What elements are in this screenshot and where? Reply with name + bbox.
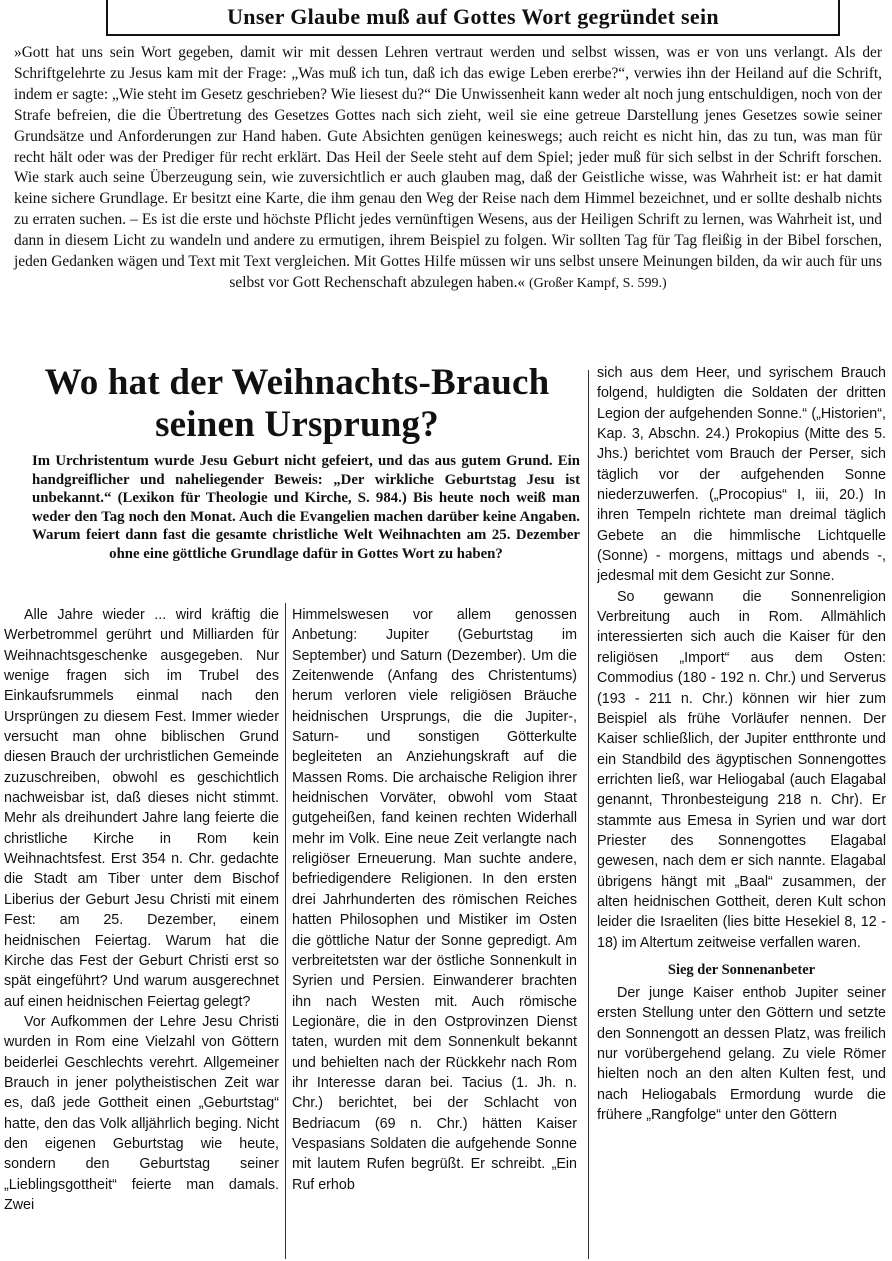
quote-block bbox=[14, 43, 882, 295]
article-column-2 bbox=[292, 605, 577, 1259]
column-divider bbox=[588, 370, 589, 1259]
quote-text: »Gott hat uns sein Wort gegeben, damit wir mit dessen Lehren vertraut werden und selbst wissen, was er von uns verlangt. Als der Schriftgelehrte zu Jesus kam mit der Frage: „Was muß ich tun, daß ich das ewige Leben ererbe?“, verwies ihn der Heiland auf die Schrift, indem er sagte: „Wie steht im Gesetz geschrieben? Wie liesest du?“ Die Unwissenheit kann weder alt noch jung entschuldigen, noch von der Strafe befreien, die die Übertretung des Gesetzes Gottes nach sich zieht, weil sie eine getreue Darstellung jenes Gesetzes sowie seiner Grundsätze und Anforderungen zur Hand haben. Gute Absichten genügen keineswegs; auch reicht es nicht hin, das zu tun, was man für recht hält oder was der Prediger für recht erklärt. Das Heil der Seele steht auf dem Spiel; jeder muß für sich selbst in der Schrift forschen. Wie stark auch seine Überzeugung sein, wie zuversichtlich er auch glauben mag, daß der Geistliche wisse, was Wahrheit ist: er hat damit keine sichere Grundlage. Er besitzt eine Karte, die ihm genau den Weg der Reise nach dem Himmel bezeichnet, und er sollte deshalb nichts zu erraten suchen. – Es ist die erste und höchste Pflicht jedes vernünftigen Wesens, aus der Heiligen Schrift zu lernen, was Wahrheit ist, und dann in diesem Licht zu wandeln und andere zu ermutigen, ihrem Beispiel zu folgen. Wir sollten Tag für Tag fleißig in der Bibel forschen, jeden Gedanken wägen und Text mit Text vergleichen. Mit Gottes Hilfe müssen wir uns selbst unsere Meinungen bilden, da wir auch für uns selbst vor Gott Rechenschaft abzulegen haben.« bbox=[14, 44, 882, 291]
paragraph: sich aus dem Heer, und syrischem Brauch folgend, huldigten die Soldaten der dritten Legion der aufgehenden Sonne.“ („Historien“, Kap. 3, Abschn. 24.) Prokopius (Mitte des 5. Jhs.) berichtet vom Brauch der Perser, sich täglich vor der aufgehenden Sonne niederzuwerfen. („Procopius“ I, iii, 20.) In ihren Tempeln richtete man dreimal täglich Gebete an die himmlische Lichtquelle (Sonne) - morgens, mittags und abends -, jedesmal mit dem Gesicht zur Sonne. bbox=[597, 365, 886, 585]
header-box bbox=[106, 0, 840, 36]
paragraph: Alle Jahre wieder ... wird kräftig die Werbetrommel gerührt und Milliarden für Weihnachtsgeschenke ausgegeben. Nur wenige fragen sich im Trubel des Einkaufsrummels einmal nach den Ursprüngen zu diesem Fest. Immer wieder versucht man ohne biblischen Grund diesen Brauch der urchristlichen Gemeinde zuzuschreiben, obwohl es geschichtlich nachweisbar ist, daß dieses nicht stimmt. Mehr als dreihundert Jahre lang feierte die christliche Kirche in Rom kein Weihnachtsfest. Erst 354 n. Chr. gedachte die Stadt am Tiber unter dem Bischof Liberius der Geburt Jesu Christi mit einem Fest: am 25. Dezember, einem heidnischen Feiertag. Warum hat die Kirche das Fest der Geburt Christi erst so spät eingeführt? Und warum ausgerechnet auf einen heidnischen Feiertag gelegt? bbox=[4, 607, 279, 1010]
column-divider bbox=[285, 603, 286, 1259]
quote-citation: (Großer Kampf, S. 599.) bbox=[528, 275, 667, 291]
article-column-1 bbox=[4, 605, 279, 1259]
paragraph: Vor Aufkommen der Lehre Jesu Christi wurden in Rom eine Vielzahl von Göttern beiderlei Geschlechts verehrt. Allgemeiner Brauch in jener polytheistischen Zeit war es, daß jede Gottheit einen „Geburtstag“ hatte, den das Volk alljährlich beging. Nicht den eigenen Geburtstag wie heute, sondern den Geburtstag seiner „Lieblingsgottheit“ feierte man damals. Zwei bbox=[4, 1013, 279, 1213]
paragraph: So gewann die Sonnenreligion Verbreitung auch in Rom. Allmählich interessierten sich auch die Kaiser für den religiösen „Import“ aus dem Osten: Commodius (180 - 192 n. Chr.) und Serverus (193 - 211 n. Chr.) können wir hier zum Beispiel als frühe Vorläufer nennen. Der Kaiser schließlich, der Jupiter entthronte und ein Standbild des ägyptischen Sonnengottes errichten ließ, war Heliogabal (auch Elagabal genannt, Thronbesteigung 218 n. Chr). Er stammte aus Emesa in Syrien und war dort Priester des Sonnengottes Elagabal gewesen, nach dem er sich nannte. Elagabal übrigens hängt mit „Baal“ zusammen, der alten heidnischen Gottheit, deren Kult schon leider die Israeliten (lies bitte Hesekiel 8, 12 - 18) im Altertum zeitweise verfallen waren. bbox=[597, 588, 886, 951]
header-title: Unser Glaube muß auf Gottes Wort gegründet sein bbox=[227, 4, 719, 29]
article-title: Wo hat der Weihnachts-Brauch seinen Ursprung? bbox=[44, 362, 550, 445]
paragraph: Himmelswesen vor allem genossen Anbetung: Jupiter (Geburtstag im September) und Saturn (Dezember). Um die Zeitenwende (Anfang des Christentums) herum verloren viele religiösen Bräuche heidnischen Ursprungs, die die Jupiter-, Saturn- und sonstigen Götterkulte begleiteten an Anziehungskraft auf die Massen Roms. Die archaische Religion ihrer heidnischen Vorväter, obwohl vom Staat gutgeheißen, fand keinen rechten Widerhall mehr im Volk. Eine neue Zeit verlangte nach religiöser Erneuerung. Man suchte andere, befriedigendere Religionen. In den ersten drei Jahrhunderten des römischen Reiches hatten Philosophen und Mistiker im Osten die göttliche Natur der Sonne gepredigt. Am verbreitetsten war der östliche Sonnenkult in Syrien und Persien. Einwanderer brachten ihn nach Westen mit. Auch römische Legionäre, die in den Ostprovinzen Dienst taten, wurden mit dem Sonnenkult bekannt und behielten nach der Rückkehr nach Rom ihr Interesse daran bei. Tacius (1. Jh. n. Chr.) berichtet, bei der Schlacht von Bedriacum (69 n. Chr.) hätten Kaiser Vespasians Soldaten die aufgehende Sonne mit lautem Rufen begrüßt. Er schreibt. „Ein Ruf erhob bbox=[292, 607, 577, 1193]
section-subheading: Sieg der Sonnenanbeter bbox=[667, 961, 816, 978]
article-column-3 bbox=[597, 363, 886, 1259]
article-lead: Im Urchristentum wurde Jesu Geburt nicht gefeiert, und das aus gutem Grund. Ein handgreiflicher und naheliegender Beweis: „Der wirkliche Geburtstag Jesu ist unbekannt.“ (Lexikon für Theologie und Kirche, S. 984.) Bis heute noch weiß man weder den Tag noch den Monat. Auch die Evangelien machen darüber keine Angaben. Warum feiert dann fast die gesamte christliche Welt Weihnachten am 25. Dezember ohne eine göttliche Grundlage dafür in Gottes Wort zu haben? bbox=[32, 453, 580, 562]
paragraph: Der junge Kaiser enthob Jupiter seiner ersten Stellung unter den Göttern und setzte den Sonnengott an dessen Platz, was freilich nur vorübergehend gelang. Zu viele Römer hielten noch an den alten Kulten fest, und nach Heliogabals Ermordung wurde die frühere „Rangfolge“ unter den Göttern bbox=[597, 984, 886, 1124]
